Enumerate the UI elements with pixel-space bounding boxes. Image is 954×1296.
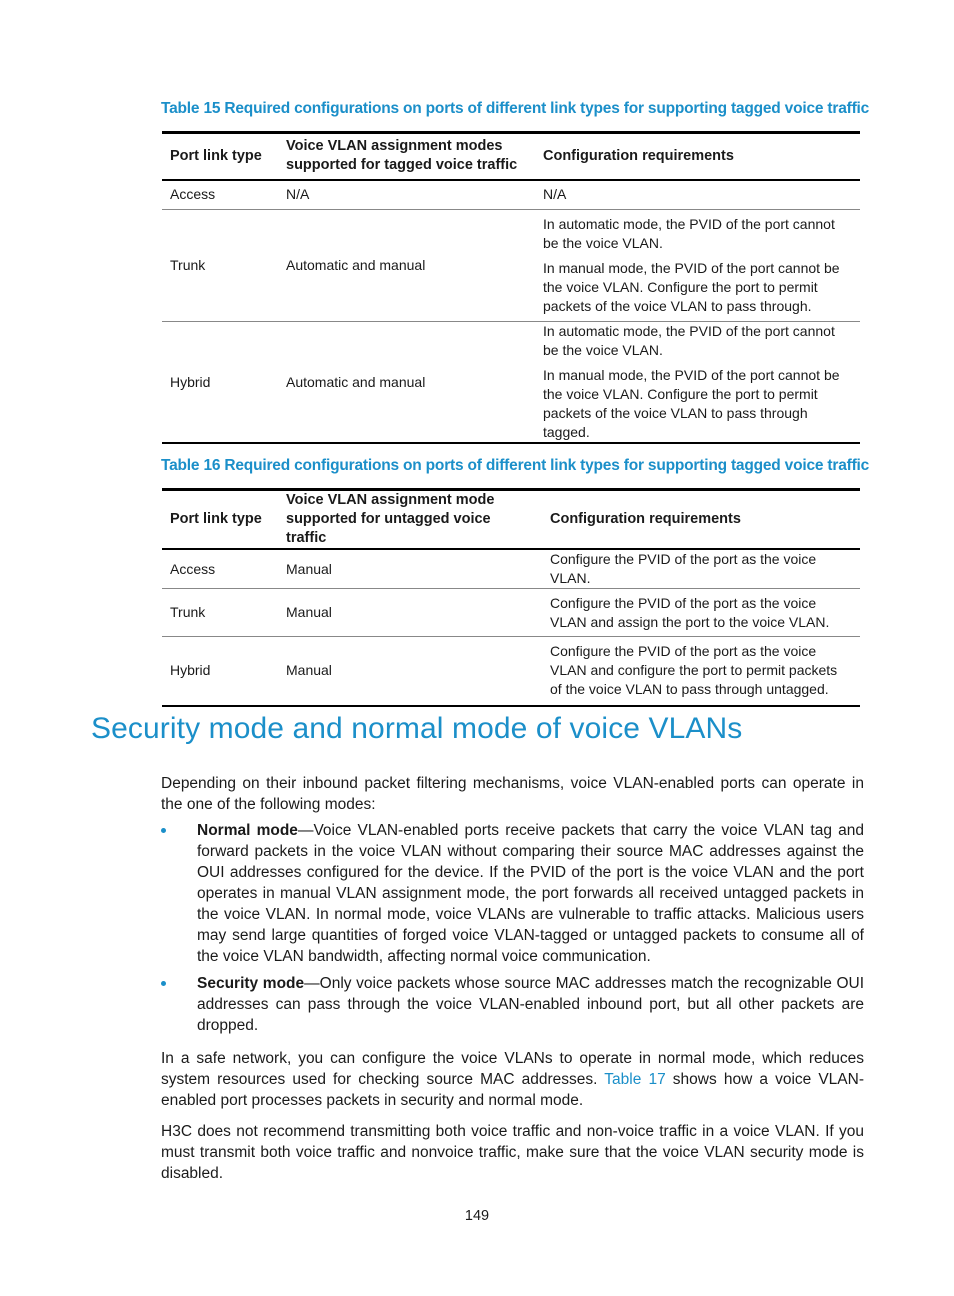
page-number: 149 [464,1208,490,1224]
column-header: Configuration requirements [550,511,741,527]
bullet-text: —Only voice packets whose source MAC addresses match the recognizable OUI addresses can pass through the voice VLAN-enabled inbound port, but all other packets are dropped. [197,975,865,1034]
table-17-link[interactable]: Table 17 [604,1071,666,1088]
bullet-icon [161,981,166,986]
cell-assignment-mode: Manual [286,662,332,679]
table-row [162,637,860,706]
cell-requirements: N/A [543,186,567,203]
bullet-term: Security mode [197,975,305,992]
intro-paragraph: Depending on their inbound packet filtering mechanisms, voice VLAN-enabled ports can operate in the one of the following modes: [161,775,864,813]
cell-requirements: In automatic mode, the PVID of the port cannot be the voice VLAN. In manual mode, the PVID of the port cannot be the voice VLAN. Configure the port to permit packets of the voice VLAN to pass through tagged. [543,323,840,440]
cell-assignment-mode: Manual [286,560,332,577]
column-header: Configuration requirements [543,147,734,164]
table-row [162,210,860,322]
list-item [161,973,864,1036]
bullet-text: —Voice VLAN-enabled ports receive packets that carry the voice VLAN tag and forward packets in the voice VLAN without comparing their source MAC addresses against the OUI addresses configured for the device. If the PVID of the port is the voice VLAN and the port operates in manual VLAN assignment mode, the port forwards all received untagged packets in the voice VLAN. In normal mode, voice VLANs are vulnerable to traffic attacks. Malicious users may send large quantities of forged voice VLAN-tagged or untagged packets to consume all of the voice VLAN bandwidth, affecting normal voice communication. [197,822,864,965]
cell-requirements: In automatic mode, the PVID of the port cannot be the voice VLAN. In manual mode, the PVID of the port cannot be the voice VLAN. Configure the port to permit packets of the voice VLAN to pass through. [543,216,840,314]
table-row [162,549,860,589]
section-heading: Security mode and normal mode of voice VLANs [91,712,743,745]
cell-port-type: Hybrid [170,373,211,390]
cell-requirements: Configure the PVID of the port as the voice VLAN and configure the port to permit packets of the voice VLAN to pass through untagged. [550,643,838,698]
column-header: Voice VLAN assignment modes supported for tagged voice traffic [286,138,518,174]
column-header: Voice VLAN assignment mode supported for untagged voice traffic [286,492,495,546]
cell-requirements: Configure the PVID of the port as the voice VLAN. [550,551,817,586]
cell-requirements: Configure the PVID of the port as the voice VLAN and assign the port to the voice VLAN. [550,594,830,630]
table-row [162,322,860,444]
mode-list [161,820,864,1036]
bullet-icon [161,828,166,833]
cell-assignment-mode: Automatic and manual [286,257,426,273]
list-item [161,820,864,967]
table-row [162,180,860,210]
recommendation-paragraph: H3C does not recommend transmitting both voice traffic and non-voice traffic in a voice VLAN. If you must transmit both voice traffic and nonvoice traffic, make sure that the voice VLAN security mode is disabled. [161,1123,864,1182]
cell-port-type: Trunk [170,604,206,620]
bullet-term: Normal mode [197,822,298,839]
cell-port-type: Access [170,186,216,203]
safe-network-paragraph: In a safe network, you can configure the voice VLANs to operate in normal mode, which reduces system resources used for checking source MAC addresses. Table 17 shows how a voice VLAN-enabled port processes packets in security and normal mode. [161,1050,865,1109]
column-header: Port link type [170,147,262,164]
table-15-caption: Table 15 Required configurations on ports of different link types for supporting tagged voice traffic [161,100,870,117]
cell-port-type: Access [170,560,216,577]
table-15 [162,131,860,444]
column-header: Port link type [170,511,262,527]
table-16-caption: Table 16 Required configurations on ports of different link types for supporting tagged voice traffic [161,457,870,474]
table-16 [162,488,860,707]
cell-port-type: Trunk [170,257,206,273]
table-row [162,589,860,637]
cell-assignment-mode: Manual [286,604,332,620]
cell-assignment-mode: N/A [286,186,310,203]
cell-assignment-mode: Automatic and manual [286,373,426,390]
cell-port-type: Hybrid [170,662,211,679]
